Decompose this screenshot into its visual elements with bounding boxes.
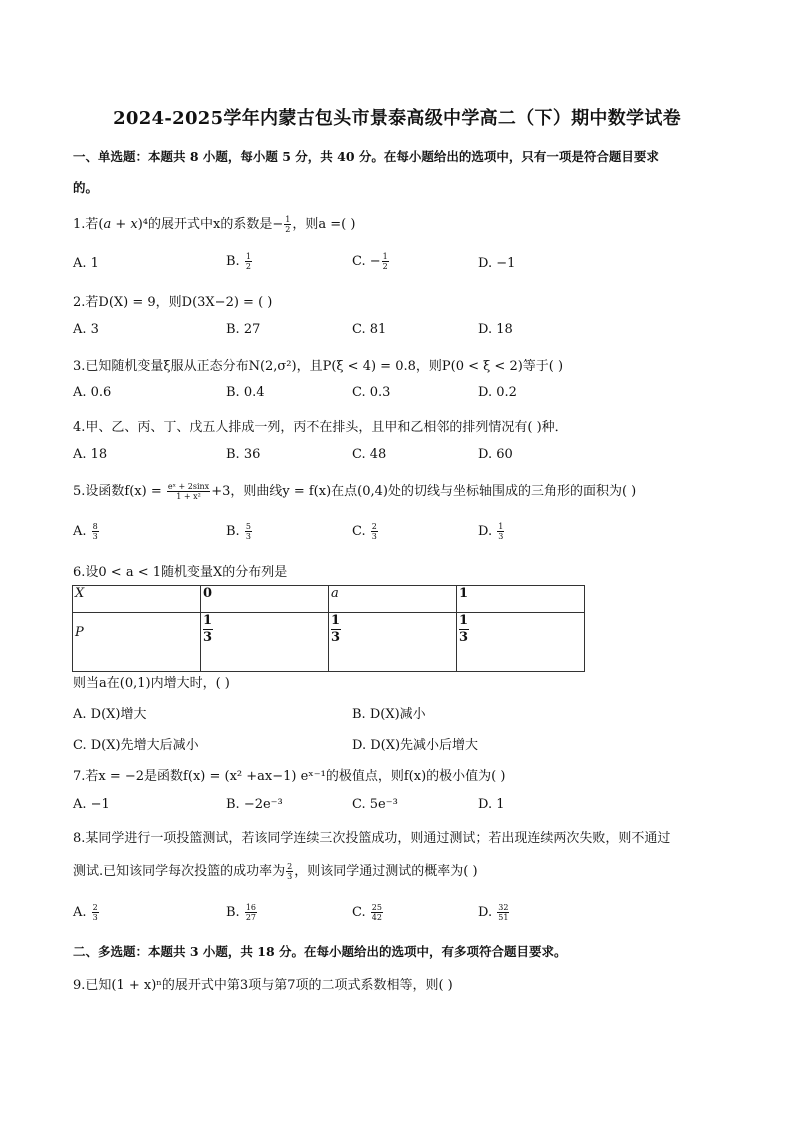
q1-option-d: D. −1 bbox=[478, 256, 516, 271]
q1-frac-den: 2 bbox=[285, 225, 291, 234]
q1-option-b-label: B. bbox=[226, 254, 244, 269]
q1-option-c-label: C. − bbox=[352, 254, 381, 269]
q1-option-b-num: 1 bbox=[245, 252, 251, 261]
q8-option-d-label: D. bbox=[478, 905, 497, 920]
q4-option-c: C. 48 bbox=[352, 447, 387, 462]
section1-heading-line1: 一、单选题：本题共 8 小题，每小题 5 分，共 40 分。在每小题给出的选项中，只有一项是符合题目要求 bbox=[73, 149, 659, 164]
table-cell bbox=[201, 613, 329, 672]
question-2: 2.若D(X) = 9，则D(3X−2) = ( ) bbox=[73, 295, 273, 310]
q5-option-b-den: 3 bbox=[245, 532, 251, 541]
table-cell: 1 bbox=[457, 586, 585, 613]
q8-option-c bbox=[352, 903, 384, 922]
q8-option-b-fraction bbox=[245, 903, 257, 922]
question-7: 7.若x = −2是函数f(x) = (x² +ax−1) eˣ⁻¹的极值点，则f(x)的极小值为( ) bbox=[73, 769, 506, 784]
q5-option-d-den: 3 bbox=[498, 532, 504, 541]
question-8-line1: 8.某同学进行一项投篮测试，若该同学连续三次投篮成功，则通过测试；若出现连续两次失败，则不通过 bbox=[73, 831, 671, 846]
q5-option-a-num: 8 bbox=[92, 522, 98, 531]
q1-option-c-num: 1 bbox=[382, 252, 388, 261]
table-frac-num: 1 bbox=[459, 613, 469, 628]
q2-option-d: D. 18 bbox=[478, 322, 513, 337]
q8-option-a-label: A. bbox=[73, 905, 91, 920]
q6-option-d: D. D(X)先减小后增大 bbox=[352, 738, 479, 753]
q5-fraction bbox=[167, 482, 210, 501]
table-fraction bbox=[459, 613, 469, 646]
q8-option-d-fraction bbox=[497, 903, 509, 922]
q5-option-c-fraction bbox=[371, 522, 378, 541]
q8-option-a-fraction bbox=[92, 903, 99, 922]
page-title: 2024-2025学年内蒙古包头市景泰高级中学高二（下）期中数学试卷 bbox=[113, 108, 681, 129]
q1-option-c bbox=[352, 252, 390, 271]
q1-fraction bbox=[284, 215, 291, 234]
q8-option-c-label: C. bbox=[352, 905, 370, 920]
q8-option-b-num: 16 bbox=[245, 903, 257, 912]
q5-frac-num: eˣ + 2sinx bbox=[167, 482, 210, 491]
q8-option-a bbox=[73, 903, 100, 922]
q5-post: +3，则曲线y = f(x)在点(0,4)处的切线与坐标轴围成的三角形的面积为( ) bbox=[211, 484, 637, 499]
q8-option-d bbox=[478, 903, 510, 922]
q6-option-a: A. D(X)增大 bbox=[73, 707, 147, 722]
question-9: 9.已知(1 + x)ⁿ的展开式中第3项与第7项的二项式系数相等，则( ) bbox=[73, 978, 453, 993]
q8-option-d-den: 51 bbox=[498, 913, 509, 922]
q1-mid: a + x bbox=[103, 217, 138, 232]
table-fraction bbox=[331, 613, 341, 646]
section1-heading-line2: 的。 bbox=[73, 180, 99, 195]
table-row bbox=[73, 613, 585, 672]
q7-option-c: C. 5e⁻³ bbox=[352, 797, 398, 812]
q1-tail: ，则a =( ) bbox=[292, 217, 356, 232]
table-frac-den: 3 bbox=[203, 630, 213, 645]
q8-frac-den: 3 bbox=[287, 872, 293, 881]
q7-option-a: A. −1 bbox=[73, 797, 110, 812]
q7-option-d: D. 1 bbox=[478, 797, 505, 812]
q3-option-b: B. 0.4 bbox=[226, 385, 265, 400]
q5-option-d-fraction bbox=[497, 522, 504, 541]
table-frac-num: 1 bbox=[203, 613, 213, 628]
table-cell bbox=[329, 613, 457, 672]
table-row bbox=[73, 586, 585, 613]
table-cell: 0 bbox=[201, 586, 329, 613]
q8-fraction bbox=[286, 862, 293, 881]
q4-option-a: A. 18 bbox=[73, 447, 108, 462]
question-6: 6.设0 < a < 1随机变量X的分布列是 bbox=[73, 565, 288, 580]
q5-option-a-den: 3 bbox=[92, 532, 98, 541]
q5-option-d-label: D. bbox=[478, 524, 497, 539]
q5-option-c bbox=[352, 522, 379, 541]
q1-option-c-fraction bbox=[382, 252, 389, 271]
q5-option-c-den: 3 bbox=[371, 532, 377, 541]
q8-option-b-den: 27 bbox=[245, 913, 257, 922]
q7-option-b: B. −2e⁻³ bbox=[226, 797, 283, 812]
q3-option-a: A. 0.6 bbox=[73, 385, 112, 400]
question-4: 4.甲、乙、丙、丁、戊五人排成一列，丙不在排头，且甲和乙相邻的排列情况有( )种． bbox=[73, 420, 568, 435]
q8-line2-post: ，则该同学通过测试的概率为( ) bbox=[294, 864, 478, 879]
table-frac-num: 1 bbox=[331, 613, 341, 628]
q3-option-d: D. 0.2 bbox=[478, 385, 517, 400]
question-5 bbox=[73, 480, 636, 501]
q8-option-a-num: 2 bbox=[92, 903, 98, 912]
q1-frac-num: 1 bbox=[285, 215, 291, 224]
q3-option-c: C. 0.3 bbox=[352, 385, 391, 400]
question-3: 3.已知随机变量ξ服从正态分布N(2,σ²)，且P(ξ < 4) = 0.8，则P(0 < ξ < 2)等于( ) bbox=[73, 359, 564, 374]
q1-option-b-fraction bbox=[245, 252, 252, 271]
q2-option-a: A. 3 bbox=[73, 322, 99, 337]
q5-option-d-num: 1 bbox=[498, 522, 504, 531]
q8-option-b-label: B. bbox=[226, 905, 244, 920]
q5-option-b bbox=[226, 522, 253, 541]
table-cell: X bbox=[73, 586, 201, 613]
q8-option-a-den: 3 bbox=[92, 913, 98, 922]
q5-pre: 5.设函数f(x) = bbox=[73, 484, 166, 499]
q8-frac-num: 2 bbox=[287, 862, 293, 871]
q1-option-c-den: 2 bbox=[382, 262, 388, 271]
q1-pre: 1.若( bbox=[73, 217, 104, 232]
table-fraction bbox=[203, 613, 213, 646]
q5-option-b-fraction bbox=[245, 522, 252, 541]
q6-option-b: B. D(X)减小 bbox=[352, 707, 426, 722]
q1-post: )⁴的展开式中x的系数是− bbox=[137, 217, 284, 232]
table-frac-den: 3 bbox=[331, 630, 341, 645]
q1-option-b bbox=[226, 252, 253, 271]
table-cell: P bbox=[73, 613, 201, 672]
q5-option-b-num: 5 bbox=[245, 522, 251, 531]
q5-option-c-num: 2 bbox=[371, 522, 377, 531]
q5-option-a-label: A. bbox=[73, 524, 91, 539]
q2-option-b: B. 27 bbox=[226, 322, 261, 337]
q5-option-b-label: B. bbox=[226, 524, 244, 539]
section2-heading: 二、多选题：本题共 3 小题，共 18 分。在每小题给出的选项中，有多项符合题目要求。 bbox=[73, 944, 567, 959]
question-8-line2 bbox=[73, 860, 478, 881]
q8-option-b bbox=[226, 903, 258, 922]
q4-option-b: B. 36 bbox=[226, 447, 261, 462]
q8-option-c-num: 25 bbox=[371, 903, 382, 912]
q5-option-d bbox=[478, 522, 505, 541]
q5-option-c-label: C. bbox=[352, 524, 370, 539]
q6-question: 则当a在(0,1)内增大时，( ) bbox=[73, 676, 230, 691]
table-frac-den: 3 bbox=[459, 630, 469, 645]
q1-option-a: A. 1 bbox=[73, 256, 99, 271]
q8-option-d-num: 32 bbox=[498, 903, 509, 912]
table-cell bbox=[457, 613, 585, 672]
q6-option-c: C. D(X)先增大后减小 bbox=[73, 738, 199, 753]
q5-frac-den: 1 + x² bbox=[176, 492, 201, 501]
q8-option-c-den: 42 bbox=[371, 913, 382, 922]
q8-option-c-fraction bbox=[371, 903, 383, 922]
q8-line2-pre: 测试.已知该同学每次投篮的成功率为 bbox=[73, 864, 286, 879]
q5-option-a-fraction bbox=[92, 522, 99, 541]
q2-option-c: C. 81 bbox=[352, 322, 387, 337]
question-1 bbox=[73, 213, 355, 234]
table-cell: a bbox=[329, 586, 457, 613]
q4-option-d: D. 60 bbox=[478, 447, 513, 462]
distribution-table bbox=[72, 585, 585, 672]
q5-option-a bbox=[73, 522, 100, 541]
q1-option-b-den: 2 bbox=[245, 262, 251, 271]
